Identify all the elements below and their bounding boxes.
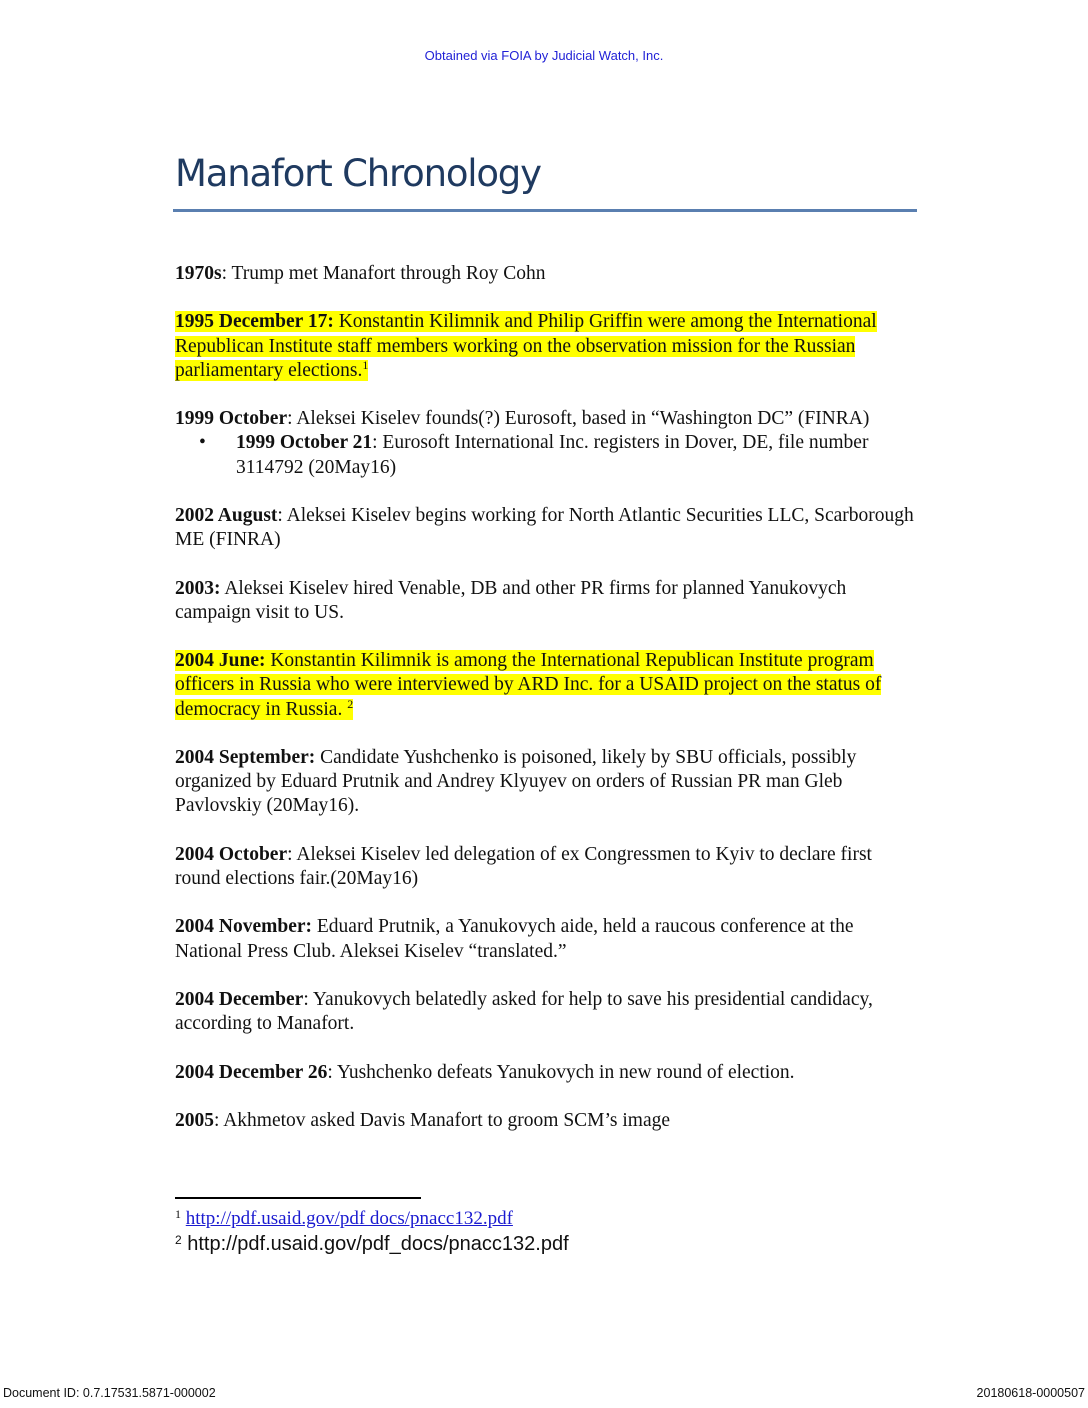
entry-date: 2004 December	[175, 988, 304, 1010]
entry-text: Yanukovych belatedly asked for help to save his presidential candidacy, according to Manafort.	[175, 988, 873, 1035]
footnote-number: 1	[175, 1207, 181, 1221]
entry-text: Eurosoft International Inc. registers in Dover, DE, file number 3114792 (20May16)	[236, 432, 869, 478]
entry-2004-december-26: 2004 December 26: Yushchenko defeats Yanukovych in new round of election.	[175, 1061, 795, 1083]
footnote-text: http://pdf.usaid.gov/pdf_docs/pnacc132.pdf	[187, 1233, 569, 1255]
entry-text: Aleksei Kiselev founds(?) Eurosoft, based in “Washington DC” (FINRA)	[296, 408, 870, 430]
entry-text: Eduard Prutnik, a Yanukovych aide, held a raucous conference at the National Press Club. Aleksei Kiselev “translated.”	[175, 916, 854, 962]
entry-text: Yushchenko defeats Yanukovych in new round of election.	[336, 1061, 795, 1083]
entry-text: Aleksei Kiselev led delegation of ex Congressmen to Kyiv to declare first round elections fair.(20May16)	[175, 843, 872, 889]
entry-date: 1999 October	[175, 408, 288, 430]
highlight	[175, 650, 881, 719]
bullet-icon: •	[199, 432, 206, 454]
entry-1970s: 1970s: Trump met Manafort through Roy Cohn	[175, 263, 546, 284]
sub-list	[175, 431, 920, 479]
entry-date: 2002 August	[175, 504, 278, 526]
entry-1995-dec-17	[175, 310, 920, 383]
entry-text: Aleksei Kiselev begins working for North Atlantic Securities LLC, Scarborough ME (FINRA)	[175, 504, 914, 551]
footnote-separator	[175, 1197, 421, 1199]
entry-2004-september	[175, 746, 920, 819]
entry-2004-june	[175, 649, 920, 722]
footnote-number: 2	[175, 1233, 182, 1247]
footnote-1	[175, 1208, 513, 1230]
entry-text: Trump met Manafort through Roy Cohn	[231, 263, 546, 284]
footnote-2	[175, 1233, 569, 1256]
entry-date: 2004 June:	[175, 650, 266, 672]
chronology-body	[175, 262, 920, 1157]
entry-2004-october: 2004 October: Aleksei Kiselev led delegation of ex Congressmen to Kyiv to declare first round elections fair.(20May16)	[175, 843, 872, 889]
entry-2003	[175, 577, 920, 625]
entry-date: 2004 December 26	[175, 1061, 328, 1083]
entry-text: Konstantin Kilimnik and Philip Griffin were among the International Republican Institute staff members working on the observation mission for the Russian parliamentary elections.	[175, 311, 877, 381]
page-title: Manafort Chronology	[175, 152, 541, 195]
title-rule	[173, 209, 917, 212]
document-id: Document ID: 0.7.17531.5871-000002	[3, 1386, 216, 1400]
foia-notice: Obtained via FOIA by Judicial Watch, Inc.	[424, 48, 664, 63]
entry-date: 2004 October	[175, 843, 288, 865]
sub-entry-1999-october-21: • 1999 October 21: Eurosoft International Inc. registers in Dover, DE, file number 3114792 (20May16)	[199, 432, 869, 478]
entry-text: Akhmetov asked Davis Manafort to groom SCM’s image	[223, 1109, 671, 1131]
entry-text: Konstantin Kilimnik is among the International Republican Institute program officers in Russia who were interviewed by ARD Inc. for a USAID project on the status of democracy in Russia.	[175, 650, 882, 720]
entry-2005: 2005: Akhmetov asked Davis Manafort to groom SCM’s image	[175, 1109, 671, 1131]
entry-text: Aleksei Kiselev hired Venable, DB and other PR firms for planned Yanukovych campaign visit to US.	[175, 577, 847, 623]
entry-date: 2004 September:	[175, 746, 316, 768]
bates-number: 20180618-0000507	[976, 1386, 1085, 1400]
entry-date: 1995 December 17:	[175, 311, 334, 333]
entry-date: 1970s	[175, 263, 222, 284]
footnote-link[interactable]: http://pdf.usaid.gov/pdf docs/pnacc132.pdf	[185, 1208, 513, 1229]
entry-2004-december: 2004 December: Yanukovych belatedly asked for help to save his presidential candidacy, according to Manafort.	[175, 988, 873, 1035]
entry-text: Candidate Yushchenko is poisoned, likely by SBU officials, possibly organized by Eduard Prutnik and Andrey Klyuyev on orders of Russian PR man Gleb Pavlovskiy (20May16).	[175, 746, 857, 817]
entry-2004-november	[175, 915, 920, 963]
footnote-ref[interactable]: 1	[362, 357, 369, 372]
highlight	[175, 311, 877, 380]
footnote-ref[interactable]: 2	[347, 696, 354, 711]
entry-date: 2004 November:	[175, 916, 313, 938]
entry-1999-october: 1999 October: Aleksei Kiselev founds(?) Eurosoft, based in “Washington DC” (FINRA) • 1999 October 21: Eurosoft International Inc. registers in Dover, DE, file number 3114792 (20May16)	[175, 407, 920, 480]
entry-2002-august: 2002 August: Aleksei Kiselev begins working for North Atlantic Securities LLC, Scarborough ME (FINRA)	[175, 504, 914, 551]
entry-date: 1999 October 21	[236, 432, 373, 454]
entry-date: 2005	[175, 1109, 214, 1131]
entry-date: 2003:	[175, 577, 221, 599]
